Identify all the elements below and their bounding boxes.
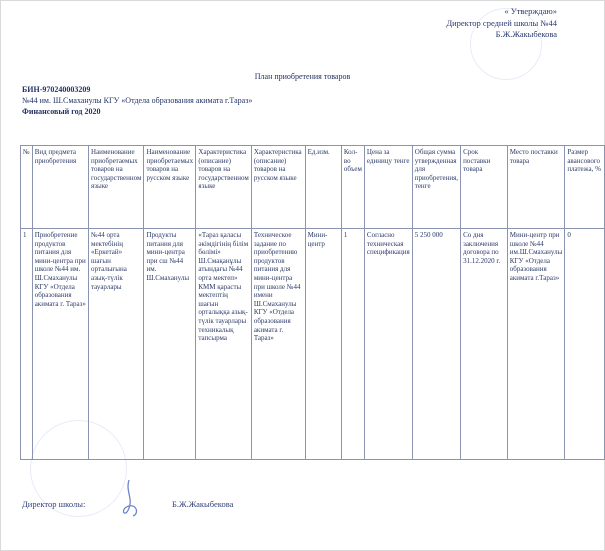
header-cell-term: Срок поставки товара <box>461 146 508 229</box>
header-cell-unit: Ед.изм. <box>305 146 341 229</box>
table-header-row <box>21 146 605 229</box>
signature-icon <box>115 478 145 518</box>
approval-line-3: Б.Ж.Жакыбекова <box>495 29 557 39</box>
cell-term: Со дня заключения договора по 31.12.2020 г. <box>461 229 508 460</box>
cell-place: Мини-центр при школе №44 им.Ш.Смаханулы КГУ «Отдела образования акимата г.Тараз» <box>507 229 565 460</box>
footer-name: Б.Ж.Жакыбекова <box>172 499 234 509</box>
header-cell-place: Место поставки товара <box>507 146 565 229</box>
bin-number: БИН-970240003209 <box>22 85 91 94</box>
header-cell-name-kz: Наименование приобретаемых товаров на государственном языке <box>89 146 144 229</box>
organization-name: №44 им. Ш.Смаханулы КГУ «Отдела образования акимата г.Тараз» <box>22 96 253 105</box>
cell-desc-kz: «Тараз қаласы әкімдігінің білім бөлімі» Ш.Смақанұлы атындағы №44 орта мектеп» КММ қарасты мектептің шағын орталыққа азық-түлік тауарлары техникалық тапсырма <box>196 229 251 460</box>
header-cell-advance: Размер авансового платежа, % <box>565 146 605 229</box>
header-cell-type: Вид предмета приобретения <box>32 146 88 229</box>
organization-block <box>22 84 252 117</box>
cell-total: 5 250 000 <box>412 229 460 460</box>
document-title: План приобретения товаров <box>254 72 351 81</box>
header-cell-desc-ru: Характеристика (описание) товаров на русском языке <box>251 146 305 229</box>
table-row <box>21 229 605 460</box>
header-cell-desc-kz: Характеристика (описание) товаров на государственном языке <box>196 146 251 229</box>
fiscal-year: Финансовый год 2020 <box>22 107 101 116</box>
approval-block <box>446 6 557 41</box>
footer-role: Директор школы: <box>22 499 86 509</box>
header-cell-quantity: Кол-во объем <box>341 146 364 229</box>
cell-price: Согласно техническая спецификация <box>364 229 412 460</box>
cell-name-ru: Продукты питания для мини-центра при сш №44 им. Ш.Смаханулы <box>144 229 196 460</box>
cell-number: 1 <box>21 229 33 460</box>
approval-line-2: Директор средней школы №44 <box>446 17 557 28</box>
cell-quantity: 1 <box>341 229 364 460</box>
cell-name-kz: №44 орта мектебінің «Еркетай» шағын орталығына азық-түлік тауарлары <box>89 229 144 460</box>
header-cell-total: Общая сумма утвержденная для приобретения, тенге <box>412 146 460 229</box>
header-cell-name-ru: Наименование приобретаемых товаров на русском языке <box>144 146 196 229</box>
approval-line-1: « Утверждаю» <box>504 6 557 16</box>
header-cell-price: Цена за единицу тенге <box>364 146 412 229</box>
cell-advance: 0 <box>565 229 605 460</box>
cell-desc-ru: Техническое задание по приобретению продуктов питания для мини-центра при школе №44 имени Ш.Смаханулы КГУ «Отдела образования акимата г. Тараз» <box>251 229 305 460</box>
header-cell-number: № <box>21 146 33 229</box>
procurement-table <box>20 145 605 460</box>
cell-type: Приобретение продуктов питания для мини-центра при школе №44 им. Ш.Смаханулы КГУ «Отдела образования акимата г. Тараз» <box>32 229 88 460</box>
cell-unit: Мини-центр <box>305 229 341 460</box>
